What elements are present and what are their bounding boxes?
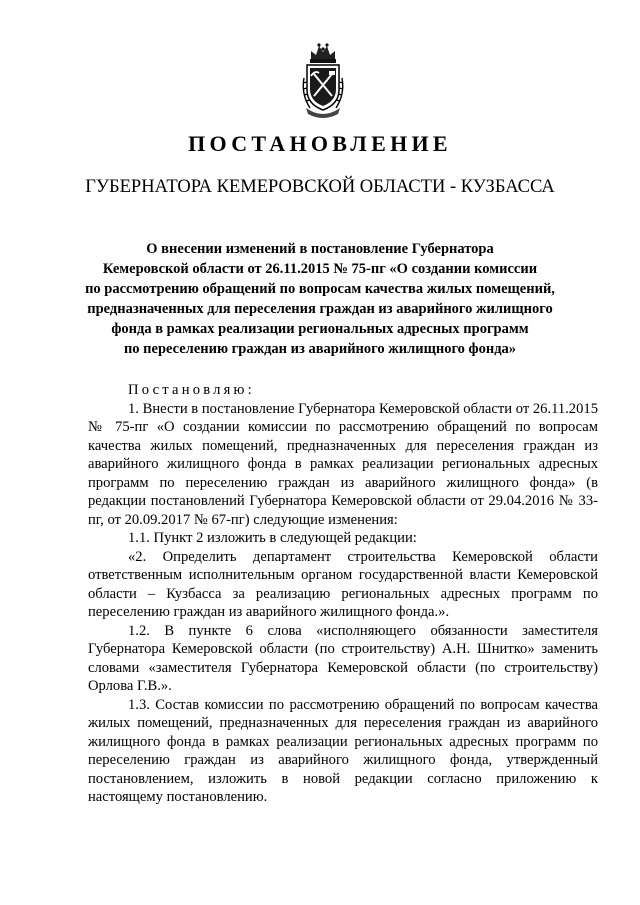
subject-line: фонда в рамках реализации региональных адресных программ (111, 321, 529, 337)
document-subject (70, 239, 570, 359)
subject-line: О внесении изменений в постановление Губернатора (146, 241, 494, 257)
paragraph-1-1: 1.1. Пункт 2 изложить в следующей редакции: (128, 530, 417, 546)
document-kind-title: ПОСТАНОВЛЕНИЕ (188, 131, 452, 156)
subject-line: по рассмотрению обращений по вопросам качества жилых помещений, (85, 281, 555, 297)
document-issuer: ГУБЕРНАТОРА КЕМЕРОВСКОЙ ОБЛАСТИ - КУЗБАССА (85, 177, 555, 197)
subject-line: Кемеровской области от 26.11.2015 № 75-пг «О создании комиссии (102, 261, 538, 277)
paragraph-1-3: 1.3. Состав комиссии по рассмотрению обращений по вопросам качества жилых помещений, предназначенных для переселения граждан из аварийного жилищного фонда в рамках реализации региональных адресных программ по переселению граждан из аварийного жилищного фонда, утвержденный постановлением, изложить в новой редакции согласно приложению к настоящему постановлению. (88, 696, 598, 805)
kemerovo-coat-of-arms-icon (298, 38, 348, 120)
paragraph-1: 1. Внести в постановление Губернатора Кемеровской области от 26.11.2015 № 75-пг «О создании комиссии по рассмотрению обращений по вопросам качества жилых помещений, предназначенных для переселения граждан из аварийного жилищного фонда в рамках реализации региональных адресных программ по переселению граждан из аварийного жилищного фонда» (в редакции постановлений Губернатора Кемеровской области от 29.04.2016 № 33-пг, от 20.09.2017 № 67-пг) следующие изменения: (88, 400, 598, 528)
subject-line: предназначенных для переселения граждан из аварийного жилищного (87, 301, 553, 317)
subject-line: по переселению граждан из аварийного жилищного фонда» (123, 341, 517, 357)
paragraph-quote-2: «2. Определить департамент строительства Кемеровской области ответственным исполнительным органом государственной власти Кемеровской области – Кузбасса за реализацию региональных адресных программ по переселению граждан из аварийного жилищного фонда.». (88, 548, 598, 620)
document-body (88, 381, 598, 807)
decree-word: Постановляю: (128, 382, 255, 398)
paragraph-1-2: 1.2. В пункте 6 слова «исполняющего обязанности заместителя Губернатора Кемеровской области (по строительству) А.Н. Шнитко» заменить словами «заместителя Губернатора Кемеровской области (по строительству) Орлова Г.В.». (88, 622, 598, 694)
